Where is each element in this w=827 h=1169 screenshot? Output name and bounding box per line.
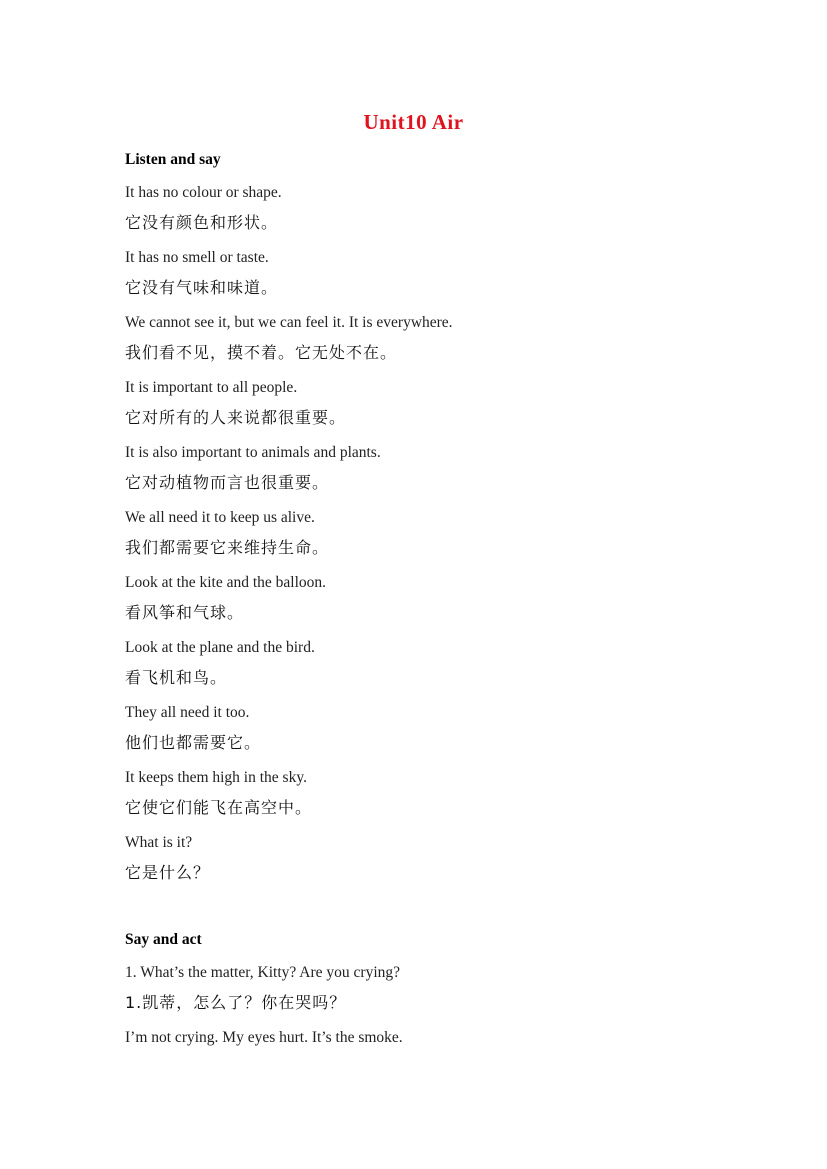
line-zh-11: 它是什么？ — [125, 863, 211, 882]
line-en-12: 1. What’s the matter, Kitty? Are you crying? — [125, 964, 401, 981]
line-zh-9: 他们也都需要它。 — [125, 733, 262, 752]
line-en-4: It is important to all people. — [125, 379, 298, 396]
line-en-7: Look at the kite and the balloon. — [125, 574, 327, 591]
line-zh-12: 1.凯蒂，怎么了？你在哭吗？ — [125, 993, 347, 1012]
line-en-1: It has no colour or shape. — [125, 184, 282, 201]
line-en-2: It has no smell or taste. — [125, 249, 269, 266]
line-en-13: I’m not crying. My eyes hurt. It’s the smoke. — [125, 1029, 403, 1046]
line-en-10: It keeps them high in the sky. — [125, 769, 307, 786]
line-zh-3: 我们看不见，摸不着。它无处不在。 — [125, 343, 398, 362]
line-en-11: What is it? — [125, 834, 193, 851]
line-zh-4: 它对所有的人来说都很重要。 — [125, 408, 347, 427]
line-zh-1: 它没有颜色和形状。 — [125, 213, 279, 232]
line-en-3: We cannot see it, but we can feel it. It is everywhere. — [125, 314, 453, 331]
document-title: Unit10 Air — [363, 110, 464, 134]
line-zh-8: 看飞机和鸟。 — [125, 668, 228, 687]
line-en-6: We all need it to keep us alive. — [125, 509, 315, 526]
line-zh-6: 我们都需要它来维持生命。 — [125, 538, 330, 557]
line-zh-5: 它对动植物而言也很重要。 — [125, 473, 330, 492]
line-en-9: They all need it too. — [125, 704, 250, 721]
line-zh-2: 它没有气味和味道。 — [125, 278, 279, 297]
section-heading-listen-and-say: Listen and say — [125, 151, 221, 168]
section-heading-say-and-act: Say and act — [125, 931, 202, 948]
line-zh-7: 看风筝和气球。 — [125, 603, 245, 622]
line-en-8: Look at the plane and the bird. — [125, 639, 315, 656]
line-zh-10: 它使它们能飞在高空中。 — [125, 798, 313, 817]
line-en-5: It is also important to animals and plants. — [125, 444, 381, 461]
